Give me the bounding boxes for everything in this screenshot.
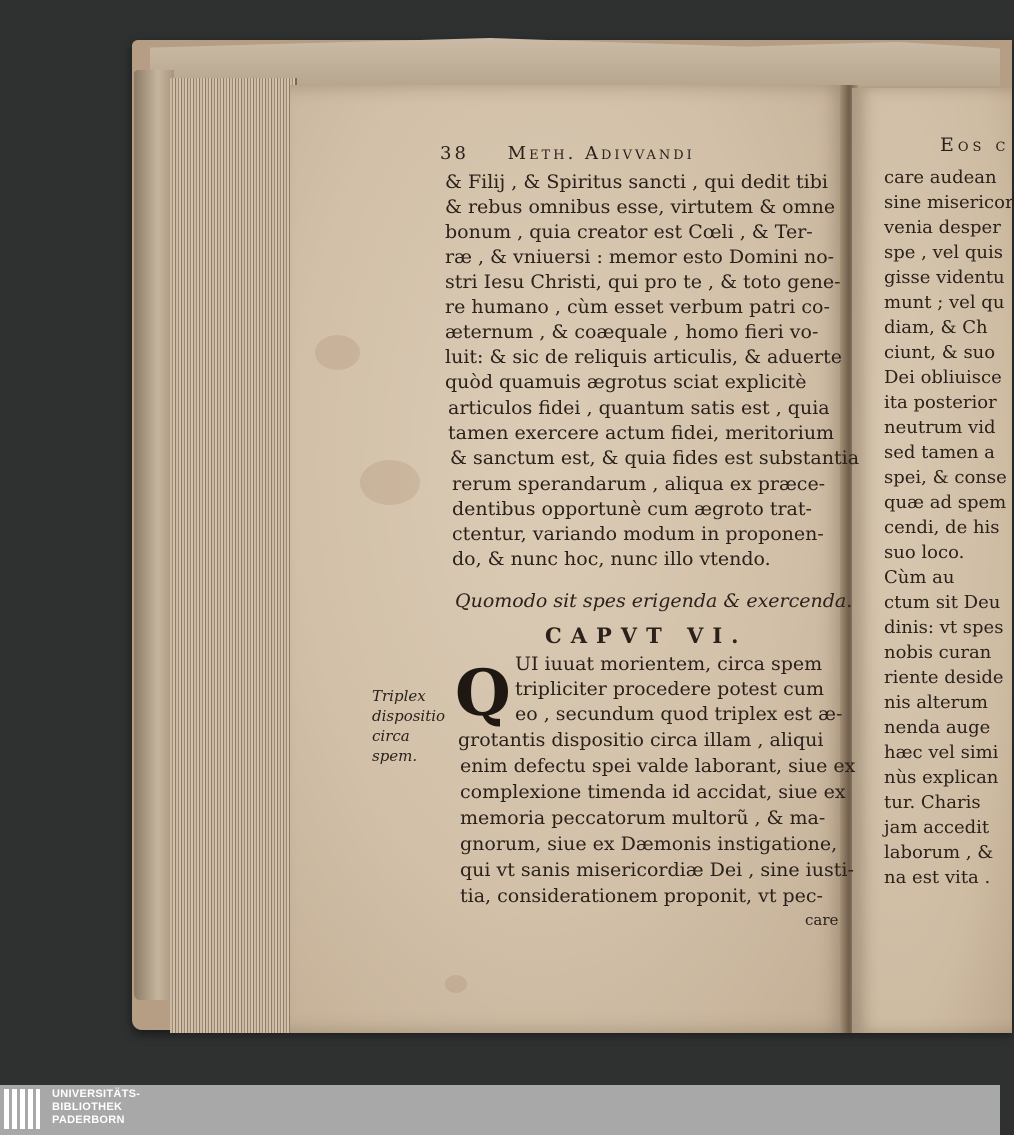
text-line: & rebus omnibus esse, virtutem & omne — [445, 196, 836, 218]
text-line: luit: & sic de reliquis articulis, & aduerte — [445, 346, 842, 368]
text-line: enim defectu spei valde laborant, siue ex — [460, 755, 856, 777]
library-name — [52, 1088, 140, 1127]
library-footer-bar — [0, 1085, 1000, 1135]
text-line: tur. Charis — [884, 792, 981, 813]
running-head-title: Meth. Adivvandi — [507, 143, 695, 164]
stain — [315, 335, 360, 370]
text-line: riente deside — [884, 667, 1004, 688]
text-line: tripliciter procedere potest cum — [515, 678, 824, 700]
text-line: nis alterum — [884, 692, 988, 713]
marginal-note: Triplex dispositio circa spem. — [372, 687, 446, 765]
text-line: jam accedit — [884, 817, 990, 838]
text-line: cendi, de his — [884, 517, 1000, 538]
text-line: grotantis dispositio circa illam , aliqui — [458, 729, 824, 751]
catchword: care — [805, 911, 839, 929]
text-line: stri Iesu Christi, qui pro te , & toto gene- — [445, 271, 841, 293]
text-line: diam, & Ch — [884, 317, 988, 338]
page-stack — [170, 78, 297, 1033]
text-line: ita posterior — [884, 392, 997, 413]
text-line: Dei obliuisce — [884, 367, 1002, 388]
text-line: tia, considerationem proponit, vt pec- — [460, 885, 823, 907]
text-line: dentibus opportunè cum ægroto trat- — [452, 498, 812, 520]
text-line: spe , vel quis — [884, 242, 1003, 263]
text-line: hæc vel simi — [884, 742, 999, 763]
text-line: sed tamen a — [884, 442, 995, 463]
text-line: dinis: vt spes — [884, 617, 1004, 638]
text-line: complexione timenda id accidat, siue ex — [460, 781, 846, 803]
text-line: nobis curan — [884, 642, 992, 663]
text-line: quæ ad spem — [884, 492, 1007, 513]
text-line: care audean — [884, 167, 997, 188]
text-line: do, & nunc hoc, nunc illo vtendo. — [452, 548, 771, 570]
text-line: rerum sperandarum , aliqua ex præce- — [452, 473, 826, 495]
library-name-line: PADERBORN — [52, 1114, 125, 1126]
text-line: gnorum, siue ex Dæmonis instigatione, — [460, 833, 838, 855]
text-line: spei, & conse — [884, 467, 1007, 488]
running-head — [440, 143, 695, 164]
text-line: æternum , & coæquale , homo fieri vo- — [445, 321, 819, 343]
text-line: nenda auge — [884, 717, 991, 738]
library-name-line: UNIVERSITÄTS- — [52, 1088, 141, 1100]
text-line: memoria peccatorum multorũ , & ma- — [460, 807, 826, 829]
text-line: suo loco. — [884, 542, 965, 563]
text-line: bonum , quia creator est Cœli , & Ter- — [445, 221, 813, 243]
text-line: gisse videntu — [884, 267, 1005, 288]
section-title: Quomodo sit spes erigenda & exercenda. — [455, 590, 853, 612]
text-line: tamen exercere actum fidei, meritorium — [448, 422, 835, 444]
text-line: sine misericor — [884, 192, 1014, 213]
text-line: UI iuuat morientem, circa spem — [515, 653, 823, 675]
text-line: ciunt, & suo — [884, 342, 996, 363]
text-line: & Filij , & Spiritus sancti , qui dedit tibi — [445, 171, 828, 193]
library-name-line: BIBLIOTHEK — [52, 1101, 123, 1113]
text-line: ctum sit Deu — [884, 592, 1001, 613]
text-line: munt ; vel qu — [884, 292, 1005, 313]
library-logo — [2, 1089, 46, 1129]
text-line: nùs explican — [884, 767, 999, 788]
text-line: laborum , & — [884, 842, 994, 863]
text-line: articulos fidei , quantum satis est , quia — [448, 397, 830, 419]
text-line: quòd quamuis ægrotus sciat explicitè — [445, 371, 807, 393]
text-line: ræ , & vniuersi : memor esto Domini no- — [445, 246, 835, 268]
drop-cap: Q — [455, 656, 511, 731]
text-line: Cùm au — [884, 567, 955, 588]
text-line: qui vt sanis misericordiæ Dei , sine iusti- — [460, 859, 854, 881]
text-line: neutrum vid — [884, 417, 996, 438]
text-line: na est vita . — [884, 867, 991, 888]
stain — [360, 460, 420, 505]
text-line: eo , secundum quod triplex est æ- — [515, 703, 843, 725]
page-number: 38 — [440, 143, 469, 164]
text-line: re humano , cùm esset verbum patri co- — [445, 296, 830, 318]
text-line: venia desper — [884, 217, 1001, 238]
text-line: ctentur, variando modum in proponen- — [452, 523, 824, 545]
right-running-head: Eos c — [940, 134, 1010, 156]
stain — [445, 975, 467, 993]
text-line: & sanctum est, & quia fides est substantia — [450, 447, 860, 469]
book-spine-edge — [134, 70, 174, 1000]
chapter-heading: CAPVT VI. — [545, 623, 748, 648]
